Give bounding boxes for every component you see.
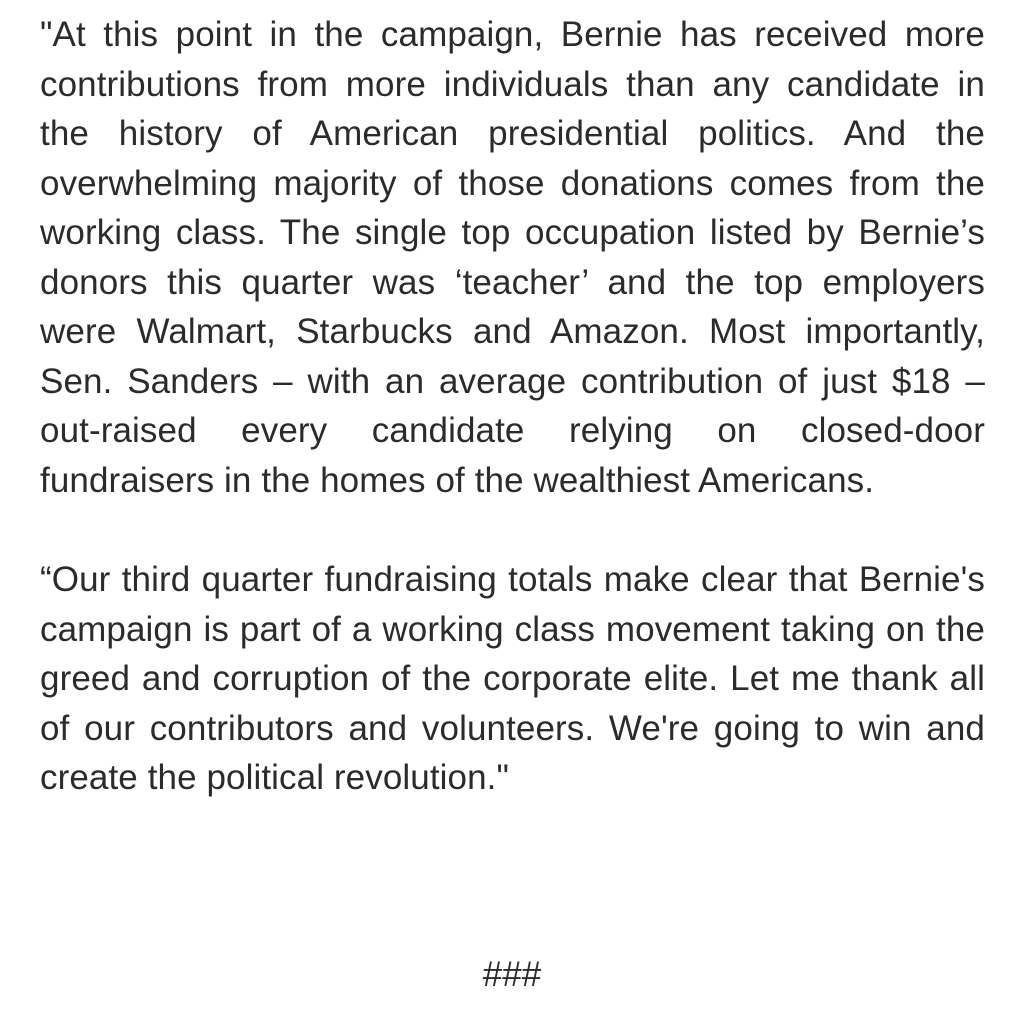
paragraph-spacer	[40, 505, 985, 555]
paragraph-campaign-contributions: "At this point in the campaign, Bernie has received more contributions from more individuals than any candidate in the history of American presidential politics. And the overwhelming majority of those donations comes from the working class. The single top occupation listed by Bernie’s donors this quarter was ‘teacher’ and the top employers were Walmart, Starbucks and Amazon. Most importantly, Sen. Sanders – with an average contribution of just $18 – out-raised every candidate relying on closed-door fundraisers in the homes of the wealthiest Americans.	[40, 15, 985, 500]
paragraph-third-quarter-totals: “Our third quarter fundraising totals make clear that Bernie's campaign is part of a working class movement taking on the greed and corruption of the corporate elite. Let me thank all of our contributors and volunteers. We're going to win and create the political revolution."	[40, 560, 985, 797]
press-release-body	[40, 10, 985, 803]
end-of-release-mark: ###	[482, 955, 542, 994]
